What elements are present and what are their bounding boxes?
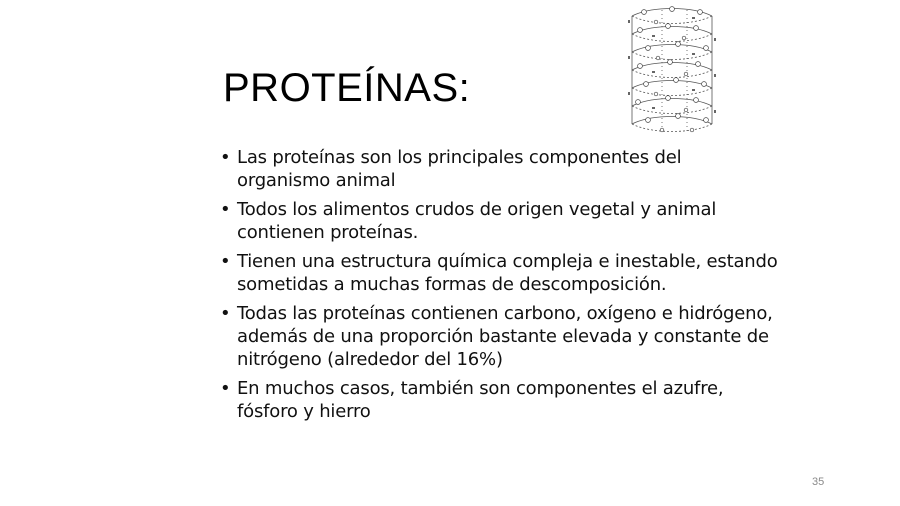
page-number: 35 bbox=[812, 476, 825, 488]
bullet-item: • Todas las proteínas contienen carbono, oxígeno e hidrógeno, además de una proporción bastante elevada y constante de nitrógeno (alrededor del 16%) bbox=[218, 302, 778, 371]
bullet-item: • Las proteínas son los principales componentes del organismo animal bbox=[218, 146, 778, 192]
bullet-item: • Tienen una estructura química compleja e inestable, estando sometidas a muchas formas de descomposición. bbox=[218, 250, 778, 296]
bullet-item: • En muchos casos, también son componentes el azufre, fósforo y hierro bbox=[218, 377, 778, 423]
bullet-list bbox=[218, 146, 778, 429]
bullet-item: • Todos los alimentos crudos de origen vegetal y animal contienen proteínas. bbox=[218, 198, 778, 244]
protein-alpha-helix-icon bbox=[622, 4, 722, 144]
slide-title: PROTEÍNAS: bbox=[223, 66, 471, 110]
